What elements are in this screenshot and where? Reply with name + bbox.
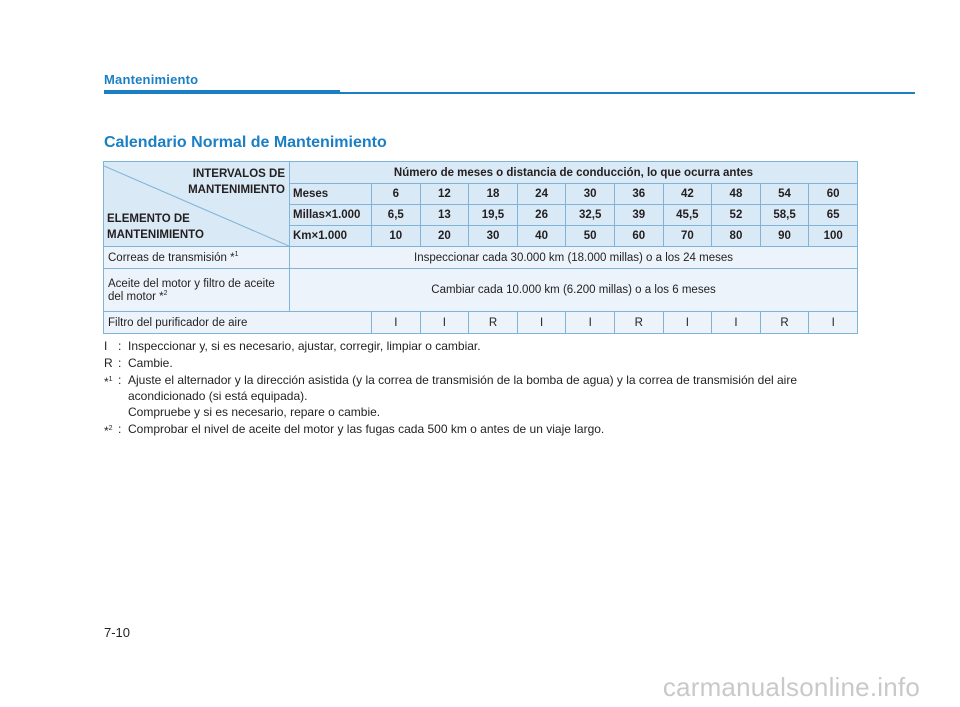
note-key	[104, 372, 118, 420]
item-name: Filtro del purificador de aire	[104, 312, 372, 334]
note-separator: :	[118, 339, 122, 353]
cell: 60	[809, 184, 858, 205]
cell: 50	[566, 226, 615, 247]
footnote-marker: 2	[108, 425, 113, 432]
note-separator: :	[118, 422, 122, 436]
cell: 19,5	[469, 205, 518, 226]
cell: 18	[469, 184, 518, 205]
page-number: 7-10	[104, 625, 131, 640]
table-corner-cell	[104, 162, 290, 247]
note-separator: :	[118, 356, 122, 370]
intervals-label-line1: INTERVALOS DE	[192, 168, 285, 180]
section-title: Mantenimiento	[104, 72, 199, 87]
cell: 26	[517, 205, 566, 226]
item-name-text: Aceite del motor y filtro de aceite del motor *	[108, 277, 275, 303]
row-label: Meses	[290, 184, 372, 205]
item-name-text: Correas de transmisión *	[108, 251, 235, 264]
note-text-line: Ajuste el alternador y la dirección asistida (y la correa de transmisión de la bomba de agua) y la correa de transmisión del aire acondicionado (si está equipada).	[128, 373, 798, 403]
cell: 36	[614, 184, 663, 205]
cell: 24	[517, 184, 566, 205]
cell: I	[566, 312, 615, 334]
note-key: I	[104, 339, 108, 353]
section-rule-accent	[104, 90, 340, 94]
cell: 12	[420, 184, 469, 205]
cell: 100	[809, 226, 858, 247]
item-name	[104, 247, 290, 269]
cell: R	[760, 312, 809, 334]
cell: 30	[566, 184, 615, 205]
table-banner: Número de meses o distancia de conducción, lo que ocurra antes	[290, 162, 858, 184]
note-footnote-1	[104, 372, 864, 420]
watermark: carmanualsonline.info	[662, 672, 920, 702]
cell: R	[469, 312, 518, 334]
cell: 70	[663, 226, 712, 247]
cell: 42	[663, 184, 712, 205]
note-text-line: Compruebe y si es necesario, repare o cambie.	[128, 405, 381, 419]
table-row-belts	[104, 247, 858, 269]
cell: 80	[712, 226, 761, 247]
cell: I	[372, 312, 421, 334]
cell: 13	[420, 205, 469, 226]
footnote-marker: 2	[163, 289, 168, 297]
note-text: Inspeccionar y, si es necesario, ajustar, corregir, limpiar o cambiar.	[128, 339, 481, 353]
footnotes	[104, 338, 864, 440]
footnote-marker: 1	[234, 251, 239, 259]
maintenance-schedule-table	[103, 161, 858, 334]
note-separator: :	[118, 373, 122, 387]
cell: 40	[517, 226, 566, 247]
note-text: Cambie.	[128, 356, 173, 370]
note-key-star: *	[104, 375, 109, 389]
cell: I	[420, 312, 469, 334]
intervals-label-line2: MANTENIMIENTO	[188, 184, 285, 196]
note-footnote-2	[104, 421, 864, 439]
note-replace	[104, 355, 864, 371]
cell: 6,5	[372, 205, 421, 226]
note-key-star: *	[104, 424, 109, 438]
section-rule	[340, 92, 915, 94]
cell: 20	[420, 226, 469, 247]
note-text	[128, 372, 864, 420]
row-label: Millas×1.000	[290, 205, 372, 226]
cell: 45,5	[663, 205, 712, 226]
item-name	[104, 269, 290, 312]
cell: I	[663, 312, 712, 334]
cell: 6	[372, 184, 421, 205]
note-text: Comprobar el nivel de aceite del motor y las fugas cada 500 km o antes de un viaje largo.	[128, 422, 605, 436]
item-label-line1: ELEMENTO DE	[107, 213, 190, 225]
item-interval-text: Inspeccionar cada 30.000 km (18.000 millas) o a los 24 meses	[290, 247, 858, 269]
item-label	[107, 211, 204, 243]
cell: 32,5	[566, 205, 615, 226]
cell: 65	[809, 205, 858, 226]
cell: I	[517, 312, 566, 334]
cell: 60	[614, 226, 663, 247]
cell: 58,5	[760, 205, 809, 226]
cell: I	[809, 312, 858, 334]
cell: 48	[712, 184, 761, 205]
page-heading: Calendario Normal de Mantenimiento	[104, 134, 387, 151]
table-row-air-filter	[104, 312, 858, 334]
cell: I	[712, 312, 761, 334]
item-interval-text: Cambiar cada 10.000 km (6.200 millas) o a los 6 meses	[290, 269, 858, 312]
cell: R	[614, 312, 663, 334]
cell: 52	[712, 205, 761, 226]
row-label: Km×1.000	[290, 226, 372, 247]
cell: 10	[372, 226, 421, 247]
note-key: R	[104, 356, 113, 370]
intervals-label	[188, 166, 285, 198]
cell: 90	[760, 226, 809, 247]
note-inspect	[104, 338, 864, 354]
cell: 39	[614, 205, 663, 226]
table-row-engine-oil	[104, 269, 858, 312]
cell: 54	[760, 184, 809, 205]
footnote-marker: 1	[108, 376, 113, 383]
item-label-line2: MANTENIMIENTO	[107, 229, 204, 241]
note-key	[104, 421, 118, 439]
cell: 30	[469, 226, 518, 247]
